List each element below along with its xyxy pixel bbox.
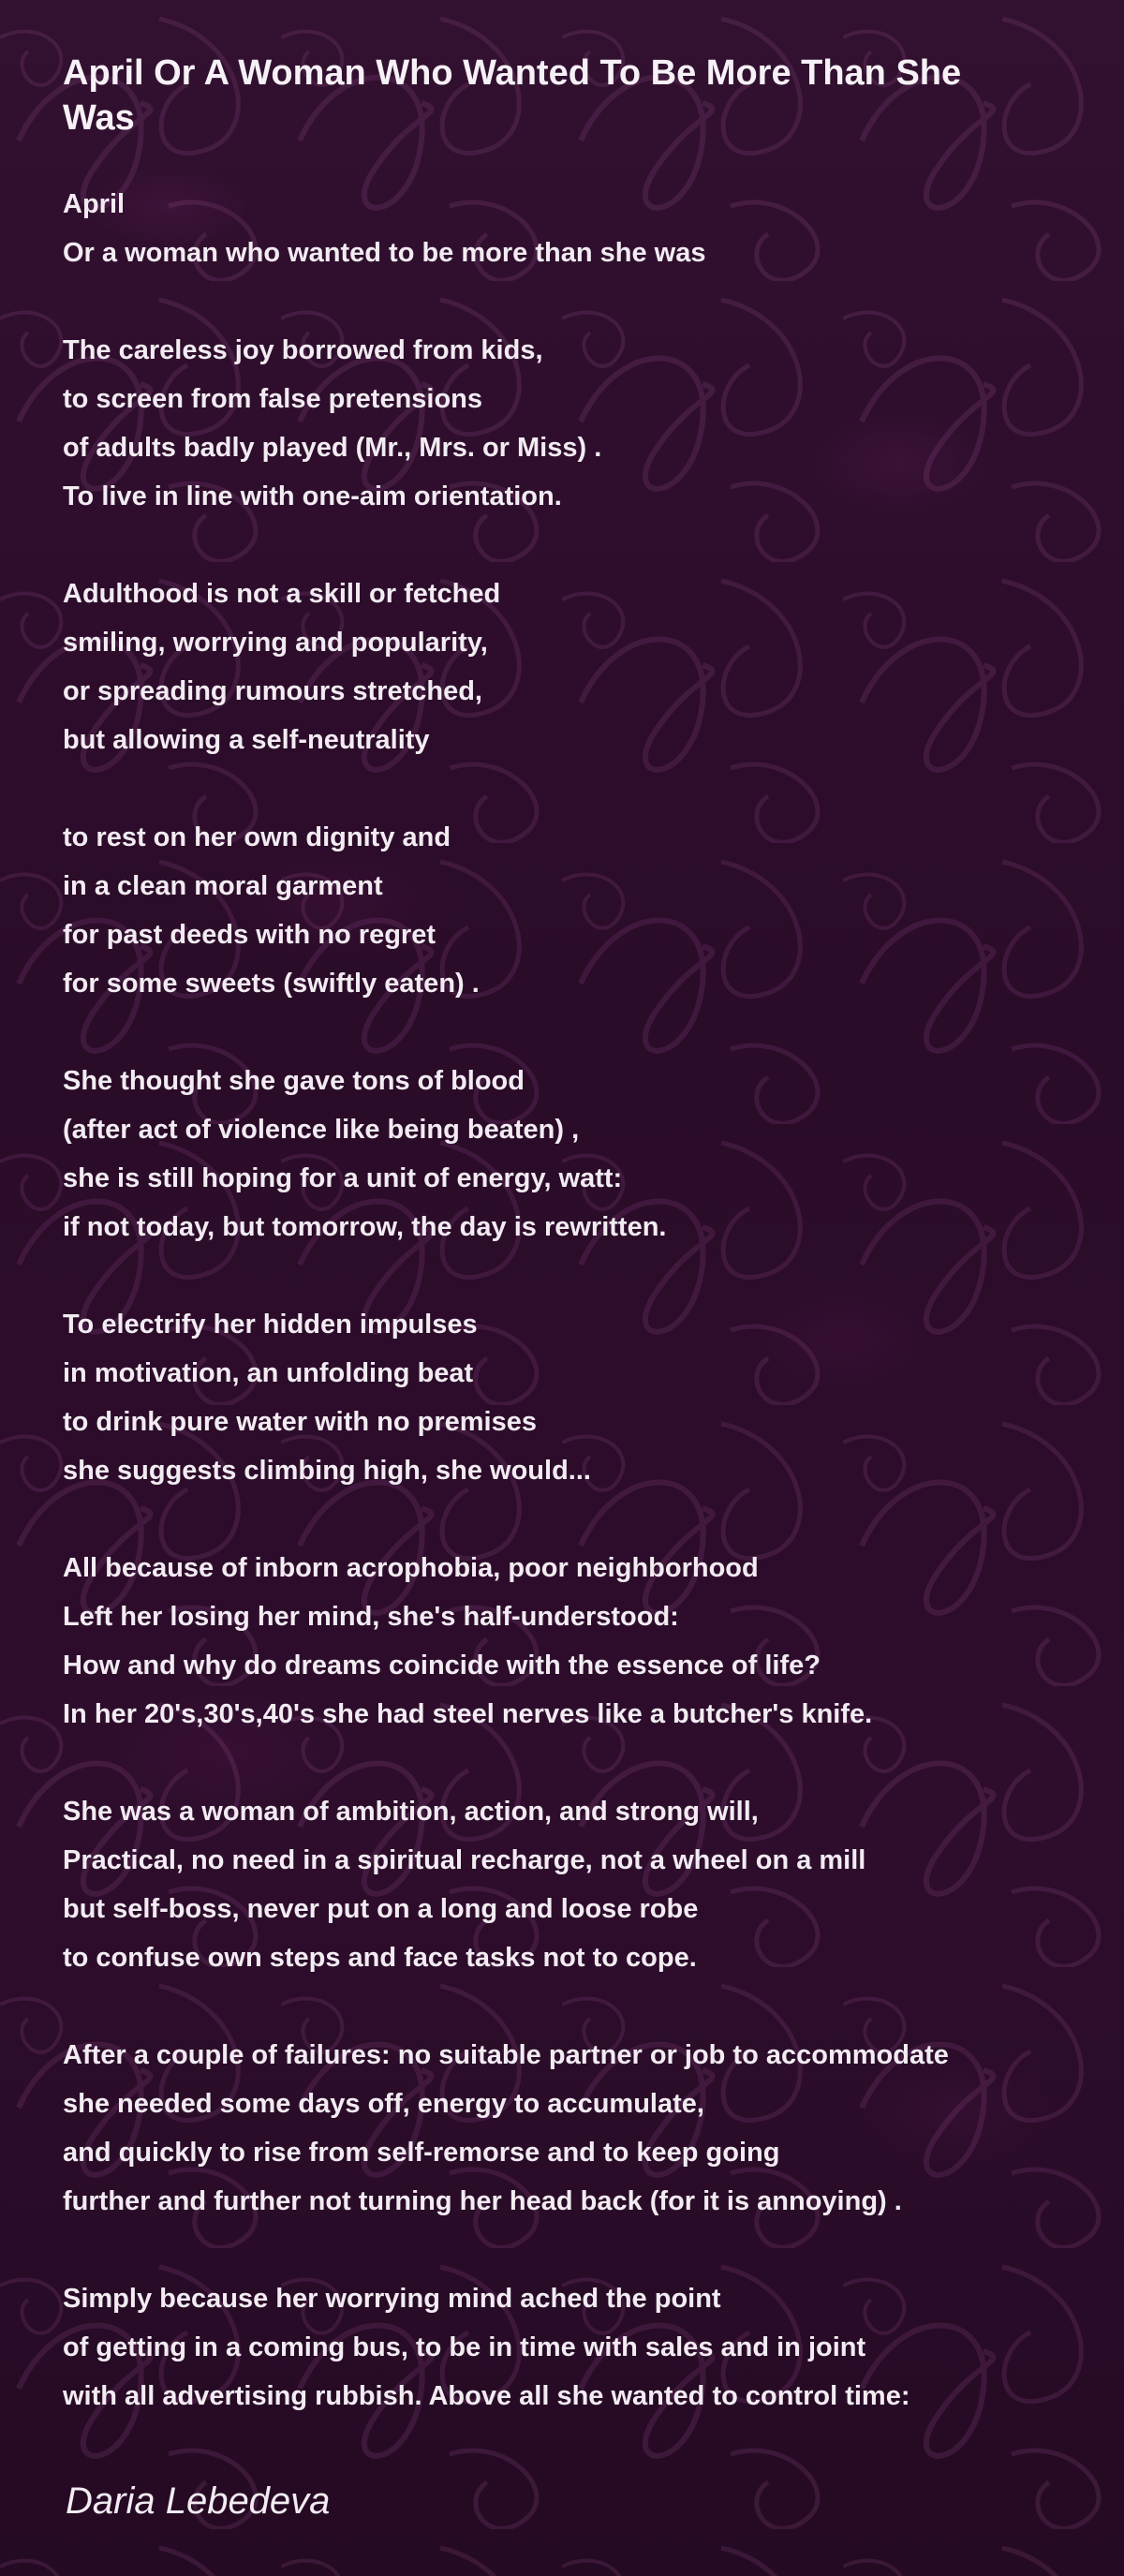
poem-stanza [63,2274,1074,2421]
poem-line: to drink pure water with no premises [63,1407,537,1437]
poem-stanza [63,326,1074,521]
poem-stanza [63,1787,1074,1982]
poem-line: she suggests climbing high, she would... [63,1456,591,1486]
poem-line: or spreading rumours stretched, [63,676,482,706]
poem-line: After a couple of failures: no suitable partner or job to accommodate [63,2040,949,2070]
poem-line: and quickly to rise from self-remorse and to keep going [63,2138,780,2168]
poem-line: Or a woman who wanted to be more than she was [63,238,706,268]
poem-line: The careless joy borrowed from kids, [63,335,543,365]
poem-line: further and further not turning her head back (for it is annoying) . [63,2186,902,2216]
poem-line: April [63,189,126,219]
poem-line: How and why do dreams coincide with the essence of life? [63,1651,821,1680]
poem-line: for past deeds with no regret [63,920,436,950]
poem-line: to confuse own steps and face tasks not to cope. [63,1943,697,1973]
poem-line: in motivation, an unfolding beat [63,1358,474,1388]
poem-line: (after act of violence like being beaten) , [63,1115,580,1145]
poem-title: April Or A Woman Who Wanted To Be More Than She Was [63,53,962,138]
poem-line: to screen from false pretensions [63,384,483,414]
poem-line: Adulthood is not a skill or fetched [63,579,501,609]
poem-line: She thought she gave tons of blood [63,1066,525,1096]
poem-line: of getting in a coming bus, to be in time with sales and in joint [63,2332,866,2362]
poem-line: All because of inborn acrophobia, poor neighborhood [63,1553,759,1583]
poem-line: but self-boss, never put on a long and loose robe [63,1894,699,1924]
poem-line: with all advertising rubbish. Above all she wanted to control time: [63,2381,910,2411]
poem-stanza [63,1057,1074,1251]
poem-line: if not today, but tomorrow, the day is rewritten. [63,1212,667,1242]
poem-line: Practical, no need in a spiritual recharge, not a wheel on a mill [63,1845,866,1875]
poem-stanza [63,2031,1074,2226]
poem-line: in a clean moral garment [63,871,383,901]
poem-line: smiling, worrying and popularity, [63,628,488,658]
poem-stanza [63,813,1074,1008]
poem-line: but allowing a self-neutrality [63,725,430,755]
poem-stanza [63,570,1074,764]
poem-line: of adults badly played (Mr., Mrs. or Miss) . [63,433,602,463]
poem-author: Daria Lebedeva [66,2480,331,2522]
poem-line: she needed some days off, energy to accumulate, [63,2089,704,2119]
poem-line: Simply because her worrying mind ached the point [63,2284,721,2314]
poem-line: To live in line with one-aim orientation. [63,481,562,511]
poem-line: In her 20's,30's,40's she had steel nerves like a butcher's knife. [63,1699,873,1729]
poem-line: she is still hoping for a unit of energy, watt: [63,1163,623,1193]
poem-stanza [63,180,1074,277]
poem-stanza [63,1544,1074,1739]
poem-line: Left her losing her mind, she's half-understood: [63,1602,679,1632]
poem-line: She was a woman of ambition, action, and strong will, [63,1797,759,1827]
poem-container [63,51,1074,2469]
poem-body [63,180,1074,2421]
poem-line: to rest on her own dignity and [63,822,451,852]
poem-line: To electrify her hidden impulses [63,1310,478,1340]
poem-line: for some sweets (swiftly eaten) . [63,969,480,999]
poem-stanza [63,1300,1074,1495]
